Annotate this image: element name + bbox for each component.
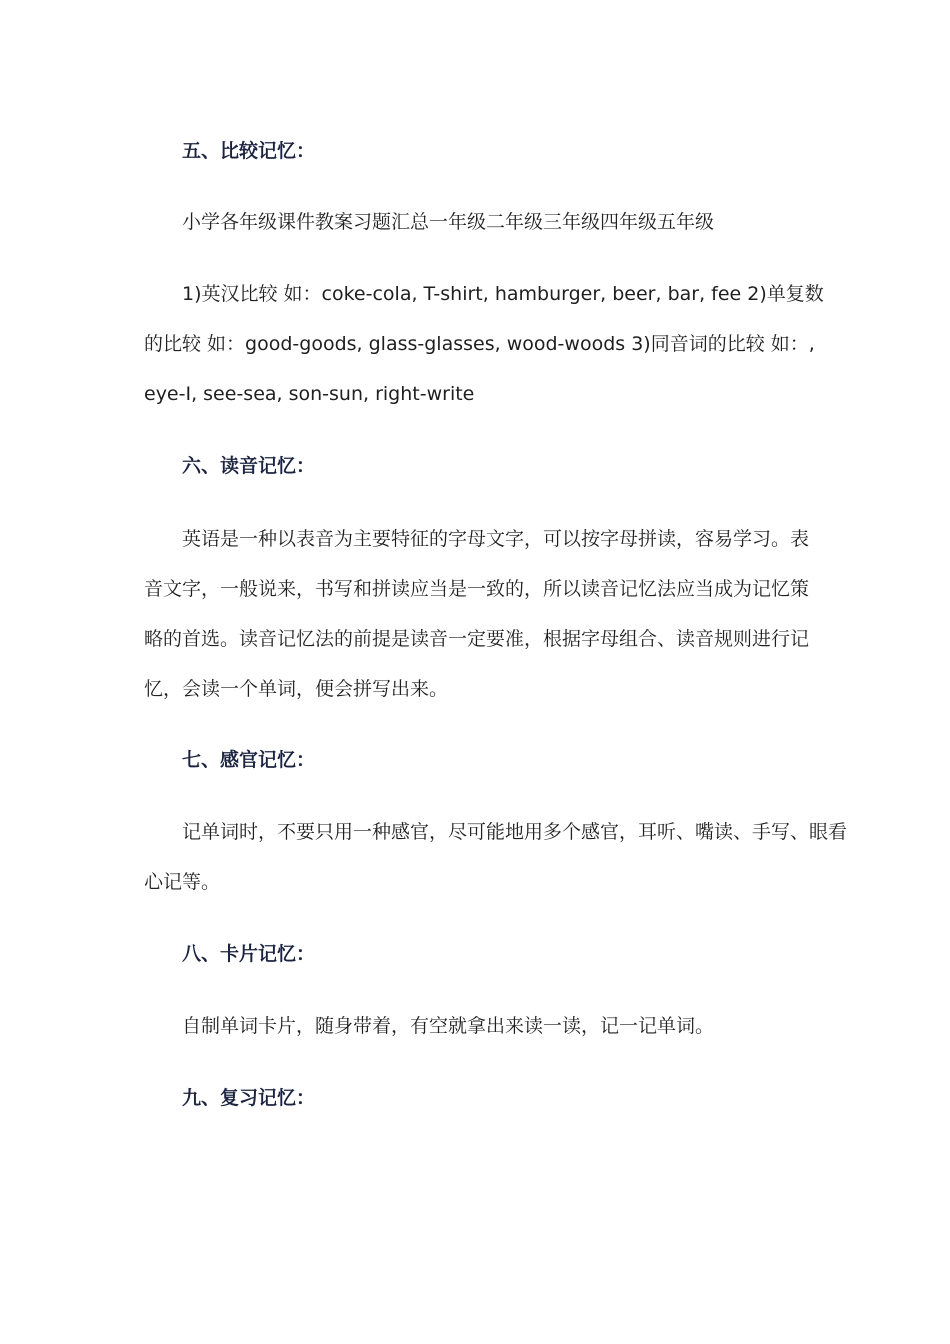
paragraph-line: 音文字，一般说来，书写和拼读应当是一致的，所以读音记忆法应当成为记忆策 (144, 578, 810, 600)
pronunciation-paragraph (144, 514, 808, 714)
paragraph-line: 记单词时，不要只用一种感官，尽可能地用多个感官，耳听、嘴读、手写、眼看 (182, 821, 848, 843)
course-materials-line (144, 197, 808, 247)
section-heading-review: 九、复习记忆： (182, 1087, 316, 1109)
cards-paragraph (144, 1001, 808, 1051)
section-heading-comparison: 五、比较记忆： (182, 140, 316, 162)
paragraph-line: 忆，会读一个单词，便会拼写出来。 (144, 678, 449, 700)
section-heading-senses: 七、感官记忆： (182, 749, 316, 771)
section-heading-cards: 八、卡片记忆： (182, 943, 316, 965)
section-heading-pronunciation: 六、读音记忆： (182, 455, 316, 477)
senses-paragraph (144, 807, 848, 907)
paragraph-line: 心记等。 (144, 871, 221, 893)
paragraph-line: 略的首选。读音记忆法的前提是读音一定要准，根据字母组合、读音规则进行记 (144, 628, 810, 650)
paragraph-line: 的比较 如：good-goods, glass-glasses, wood-woods 3)同音词的比较 如：, (144, 333, 815, 355)
paragraph-line: 英语是一种以表音为主要特征的字母文字，可以按字母拼读，容易学习。表 (182, 528, 810, 550)
paragraph-line: 1)英汉比较 如：coke-cola, T-shirt, hamburger, beer, bar, fee 2)单复数 (182, 283, 824, 305)
paragraph-line: 小学各年级课件教案习题汇总一年级二年级三年级四年级五年级 (182, 211, 715, 233)
paragraph-line: eye-I, see-sea, son-sun, right-write (144, 383, 475, 405)
comparison-paragraph (144, 269, 824, 419)
paragraph-line: 自制单词卡片，随身带着，有空就拿出来读一读，记一记单词。 (182, 1015, 715, 1037)
